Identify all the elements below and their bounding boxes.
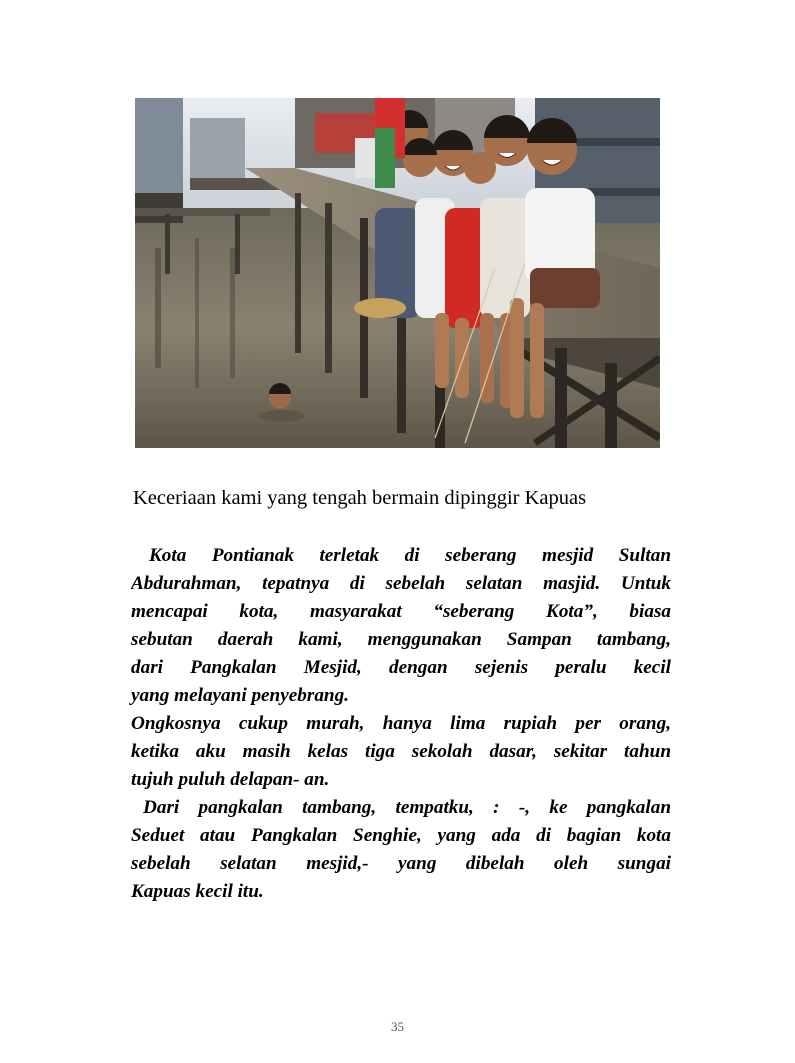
text-line: sebelah selatan mesjid,- yang dibelah oleh sungai [131, 853, 671, 874]
photo-caption: Keceriaan kami yang tengah bermain dipinggir Kapuas [133, 487, 587, 509]
text-line: Kapuas kecil itu. [131, 881, 264, 902]
text-line: Seduet atau Pangkalan Senghie, yang ada di bagian kota [131, 825, 671, 846]
text-line: Ongkosnya cukup murah, hanya lima rupiah per orang, [131, 713, 671, 734]
page-number: 35 [391, 1019, 404, 1034]
photo-illustration [135, 98, 660, 448]
text-line: Abdurahman, tepatnya di sebelah selatan masjid. Untuk [131, 573, 671, 594]
text-line: Dari pangkalan tambang, tempatku, : -, ke pangkalan [143, 797, 671, 818]
text-line: mencapai kota, masyarakat “seberang Kota”, biasa [131, 601, 671, 622]
text-line: ketika aku masih kelas tiga sekolah dasar, sekitar tahun [131, 741, 671, 762]
body-paragraph [131, 542, 671, 906]
photo-children-on-pier [135, 98, 660, 448]
text-line: dari Pangkalan Mesjid, dengan sejenis peralu kecil [131, 657, 671, 678]
text-line: yang melayani penyebrang. [131, 685, 349, 706]
text-line: Kota Pontianak terletak di seberang mesjid Sultan [149, 545, 671, 566]
text-line: tujuh puluh delapan- an. [131, 769, 330, 790]
text-line: sebutan daerah kami, menggunakan Sampan tambang, [131, 629, 671, 650]
